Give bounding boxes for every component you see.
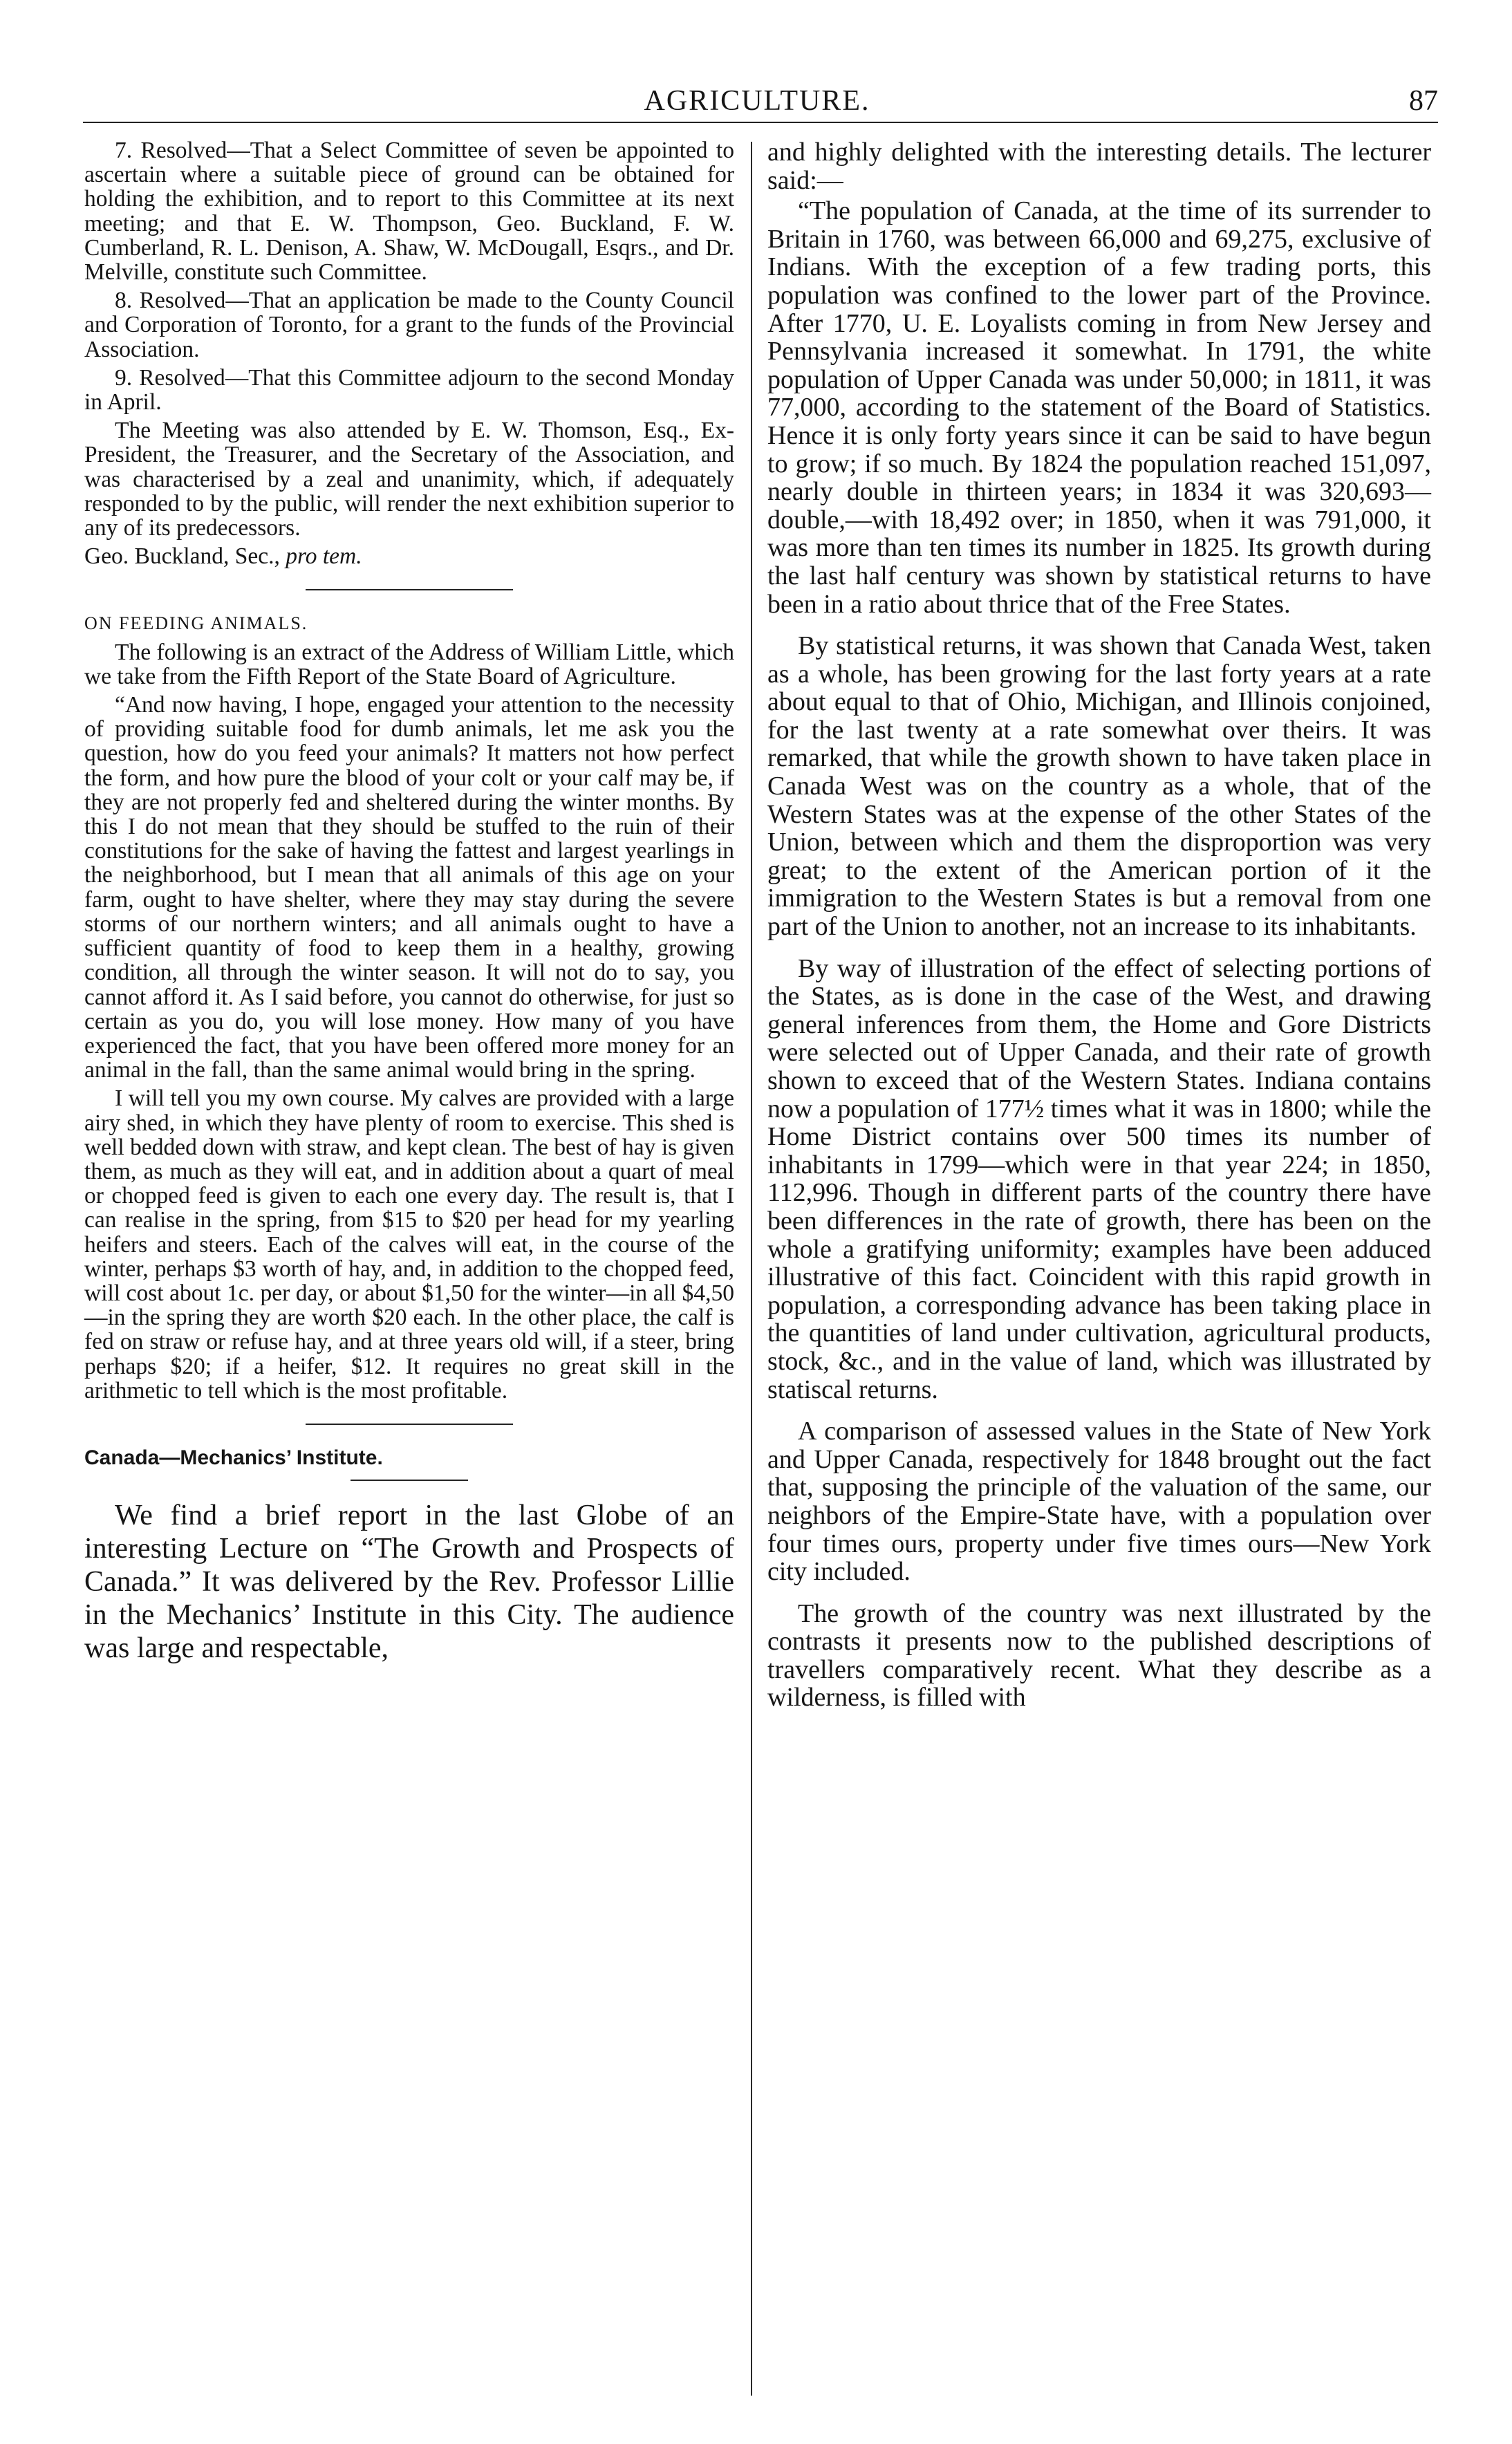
running-title: AGRICULTURE.	[644, 85, 870, 117]
intro-paragraph: The following is an extract of the Address of William Little, which we take from the Fifth Report of the State Board of Agriculture.	[84, 639, 734, 689]
illustration-paragraph: By way of illustration of the effect of selecting portions of the States, as is done in the case of the West, and drawing general inferences from them, the Home and Gore Districts were selected out of Upper Canada, and their rate of growth shown to exceed that of the Western States. Indiana contains now a population of 177½ times what it was in 1800; while the Home District contains over 500 times its number of inhabitants in 1799—which were in that year 224; in 1850, 112,996. Though in different parts of the country there have been differences in the rate of growth, there has been on the whole a gratifying uniformity; examples have been adduced illustrative of this fact. Coincident with this rapid growth in population, a corresponding advance has been taking place in the quantities of land under cultivation, agricultural products, stock, &c., and in the value of land, which was illustrated by statiscal returns.	[767, 953, 1431, 1404]
lecture-intro-paragraph: We find a brief report in the last Globe of an interesting Lecture on “The Growth and Prospects of Canada.” It was delivered by the Rev. Professor Lillie in the Mechanics’ Institute in this City. The audience was large and respectable,	[84, 1500, 734, 1665]
section-heading-mechanics-institute: Canada—Mechanics’ Institute.	[84, 1446, 383, 1469]
continued-paragraph: and highly delighted with the interesting details. The lecturer said:—	[767, 138, 1431, 195]
comparison-paragraph: A comparison of assessed values in the State of New York and Upper Canada, respectively for 1848 brought out the fact that, supposing the principle of the valuation of the same, our neighbors of the Empire-State have, with a population over four times ours, property under five times ours—New York city included.	[767, 1417, 1431, 1587]
header-rule	[83, 122, 1438, 123]
section-heading-feeding-animals: ON FEEDING ANIMALS.	[84, 613, 308, 634]
section-separator	[306, 589, 513, 590]
signature	[84, 544, 734, 568]
page-header	[76, 84, 1438, 119]
page-number: 87	[1409, 85, 1438, 117]
meeting-paragraph: The Meeting was also attended by E. W. Thomson, Esq., Ex-President, the Treasurer, and the Secretary of the Association, and was characterised by a zeal and unanimity, which, if adequately responded to by the public, will render the next exhibition superior to any of its predecessors.	[84, 418, 734, 541]
population-paragraph: “The population of Canada, at the time of its surrender to Britain in 1760, was between 66,000 and 69,275, exclusive of Indians. With the exception of a few trading ports, this population was confined to the lower part of the Province. After 1770, U. E. Loyalists coming in from New Jersey and Pennsylvania increased it somewhat. In 1791, the white population of Upper Canada was under 50,000; in 1811, it was 77,000, according to the statement of the Board of Statistics. Hence it is only forty years since it can be said to have begun to grow; if so much. By 1824 the population reached 151,097, nearly double in thirteen years; in 1834 it was 320,693—double,—with 18,492 over; in 1850, when it was 791,000, it was more than ten times its number in 1825. Its growth during the last half century was shown by statistical returns to have been in a ratio about thrice that of the Free States.	[767, 196, 1431, 619]
column-divider	[751, 142, 752, 2396]
signature-name: Geo. Buckland, Sec.,	[84, 543, 280, 570]
address-paragraph-1: “And now having, I hope, engaged your attention to the necessity of providing suitable food for dumb animals, let me ask you the question, how do you feed your animals? It matters not how perfect the form, and how pure the blood of your colt or your calf may be, if they are not properly fed and sheltered during the winter months. By this I do not mean that they should be stuffed to the ruin of their constitutions for the sake of having the fattest and largest yearlings in the neighborhood, but I mean that all animals of this age on your farm, ought to have shelter, where they may stay during the severe storms of our northern winters; and all animals ought to have a sufficient quantity of food to keep them in a healthy, growing condition, all through the winter season. It will not do to say, you cannot afford it. As I said before, you cannot do otherwise, for just so certain as you do, you will lose money. How many of you have experienced the fact, that you have been offered more money for an animal in the fall, than the same animal would bring in the spring.	[84, 692, 734, 1083]
section-separator-2	[306, 1424, 513, 1425]
right-column	[767, 138, 1431, 1726]
short-rule	[351, 1480, 468, 1481]
statistics-paragraph: By statistical returns, it was shown that Canada West, taken as a whole, has been growing for the last forty years at a rate about equal to that of Ohio, Michigan, and Illinois conjoined, for the last twenty at a rate somewhat over theirs. It was remarked, that while the growth shown to have taken place in Canada West was on the country as a whole, that of the Western States was at the expense of the other States of the Union, between which and them the disproportion was very great; to the extent of the American portion of it the immigration to the Western States is but a removal from one part of the Union to another, not an increase to its inhabitants.	[767, 631, 1431, 942]
signature-suffix: pro tem.	[286, 543, 362, 570]
address-paragraph-2: I will tell you my own course. My calves are provided with a large airy shed, in which they have plenty of room to exercise. This shed is well bedded down with straw, and kept clean. The best of hay is given them, as much as they will eat, and in addition about a quart of meal or chopped feed is given to each one every day. The result is, that I can realise in the spring, from $15 to $20 per head for my yearling heifers and steers. Each of the calves will eat, in the course of the winter, perhaps $3 worth of hay, and, in addition to the chopped feed, will cost about 1c. per day, or about $1,50 for the winter—in all $4,50—in the spring they are worth $20 each. In the other place, the calf is fed on straw or refuse hay, and at three years old will, if a steer, bring perhaps $20; if a heifer, $12. It requires no great skill in the arithmetic to tell which is the most profitable.	[84, 1085, 734, 1403]
resolution-9: 9. Resolved—That this Committee adjourn to the second Monday in April.	[84, 364, 734, 416]
resolution-8: 8. Resolved—That an application be made to the County Council and Corporation of Toronto, for a grant to the funds of the Provincial Association.	[84, 288, 734, 362]
resolution-7: 7. Resolved—That a Select Committee of seven be appointed to ascertain where a suitable piece of ground can be obtained for holding the exhibition, and to report to this Committee at its next meeting; and that E. W. Thompson, Geo. Buckland, F. W. Cumberland, R. L. Denison, A. Shaw, W. McDougall, Esqrs., and Dr. Melville, constitute such Committee.	[84, 138, 734, 286]
growth-paragraph: The growth of the country was next illustrated by the contrasts it presents now to the published descriptions of travellers comparatively recent. What they describe as a wilderness, is filled with	[767, 1598, 1431, 1713]
left-column	[84, 138, 734, 1669]
